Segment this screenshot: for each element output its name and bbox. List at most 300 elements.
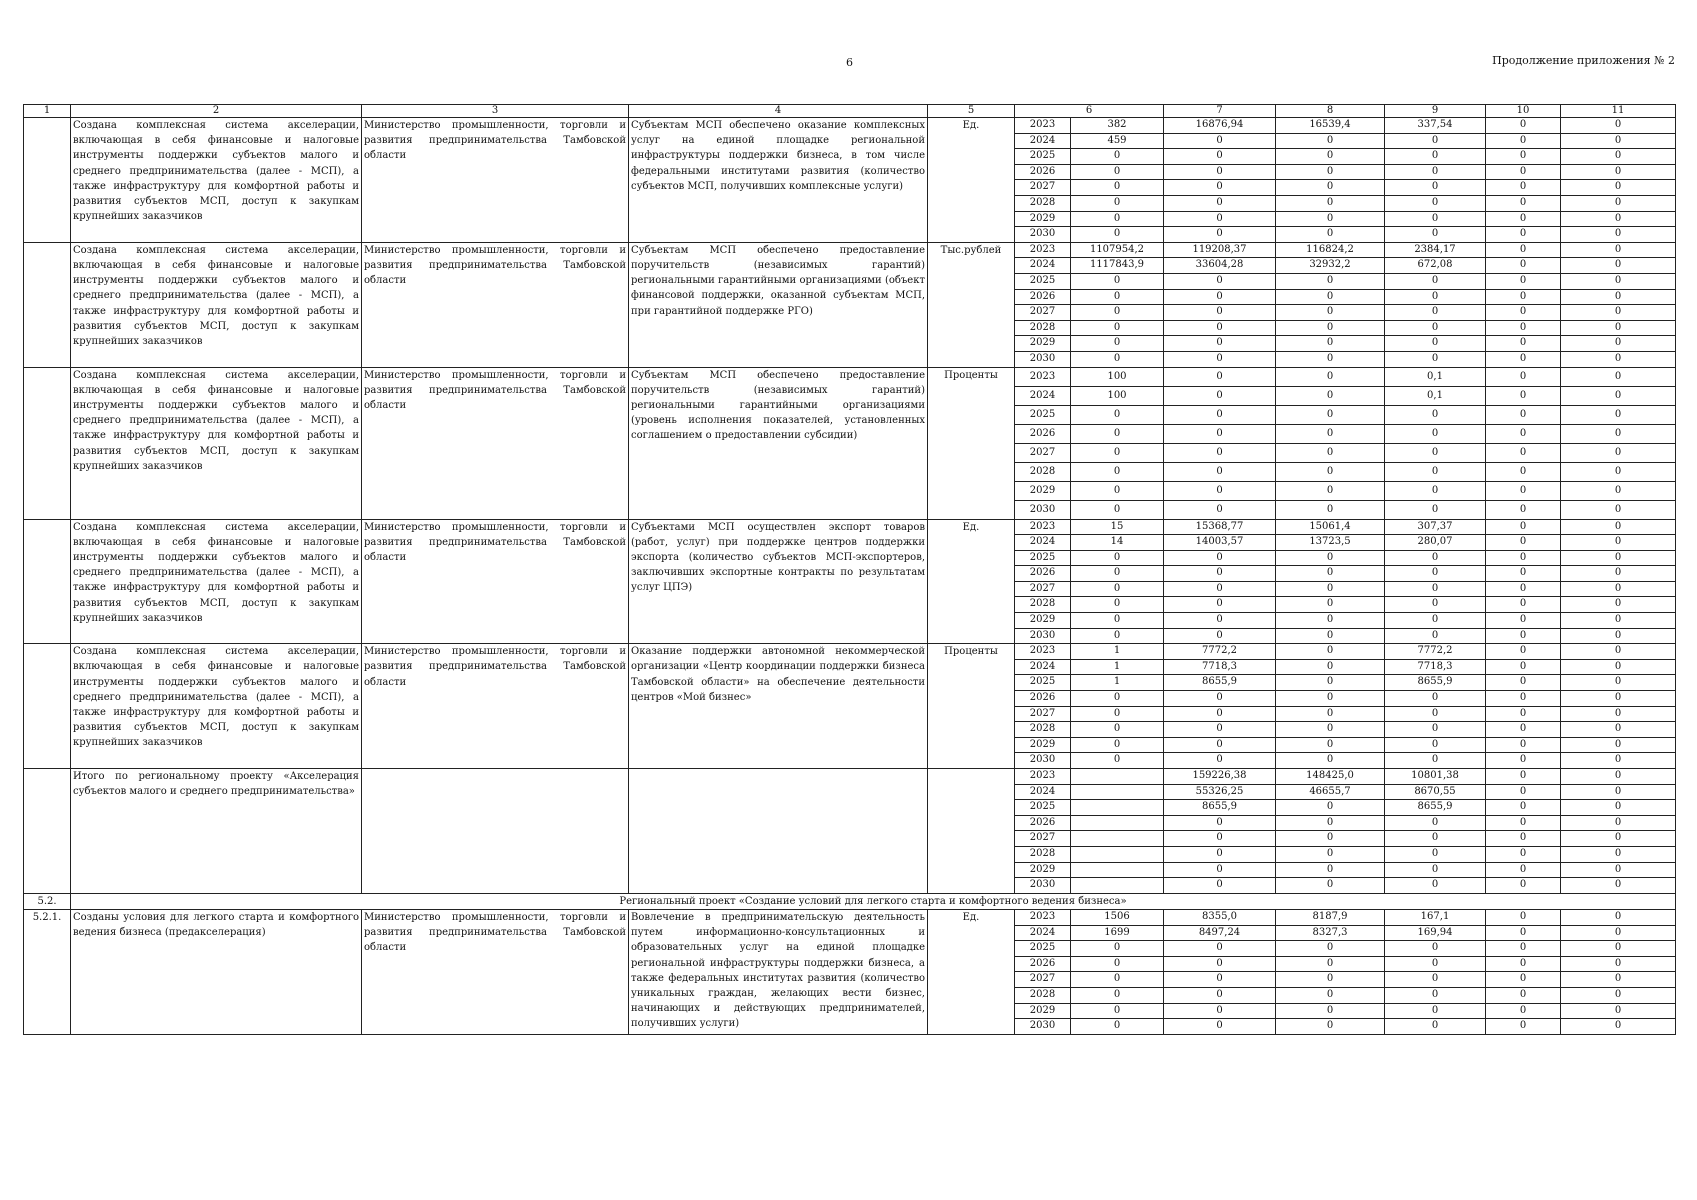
year-cell: 2028 xyxy=(1015,462,1071,481)
value-cell: 0 xyxy=(1164,133,1276,149)
value-cell: 0 xyxy=(1164,336,1276,352)
value-cell: 0 xyxy=(1164,987,1276,1003)
value-cell: 0 xyxy=(1276,878,1385,894)
value-cell: 0 xyxy=(1276,367,1385,386)
value-cell: 0 xyxy=(1164,846,1276,862)
value-cell: 1699 xyxy=(1071,925,1164,941)
value-cell: 0 xyxy=(1276,846,1385,862)
value-cell: 0 xyxy=(1276,305,1385,321)
value-cell: 0 xyxy=(1164,195,1276,211)
value-cell: 0 xyxy=(1164,443,1276,462)
row-number xyxy=(24,769,71,894)
value-cell: 0 xyxy=(1071,180,1164,196)
value-cell: 0 xyxy=(1164,831,1276,847)
value-cell: 0 xyxy=(1486,846,1561,862)
value-cell: 0 xyxy=(1071,227,1164,243)
value-cell: 1 xyxy=(1071,675,1164,691)
value-cell: 0 xyxy=(1561,769,1676,785)
value-cell: 0 xyxy=(1486,289,1561,305)
value-cell: 0 xyxy=(1164,211,1276,227)
value-cell: 0 xyxy=(1486,118,1561,134)
value-cell: 8655,9 xyxy=(1164,800,1276,816)
value-cell: 0 xyxy=(1561,597,1676,613)
year-cell: 2024 xyxy=(1015,535,1071,551)
value-cell: 0 xyxy=(1561,1019,1676,1035)
header-col-11: 11 xyxy=(1561,105,1676,118)
section-title: Региональный проект «Создание условий для легкого старта и комфортного ведения бизнеса» xyxy=(71,893,1676,909)
value-cell: 0 xyxy=(1164,273,1276,289)
value-cell: 0 xyxy=(1486,769,1561,785)
value-cell: 0 xyxy=(1385,405,1486,424)
value-cell: 0 xyxy=(1385,320,1486,336)
value-cell: 0 xyxy=(1385,500,1486,519)
value-cell: 55326,25 xyxy=(1164,784,1276,800)
result-description: Создана комплексная система акселерации, включающая в себя финансовые и налоговые инструменты поддержки субъектов малого и среднего предпринимательства (далее - МСП), а также инфраструктуру для комфортной работы и развития субъектов МСП, доступ к закупкам крупнейших заказчиков xyxy=(71,519,362,644)
value-cell: 0 xyxy=(1276,273,1385,289)
value-cell: 0 xyxy=(1486,862,1561,878)
unit-of-measure xyxy=(928,769,1015,894)
value-cell: 0 xyxy=(1486,481,1561,500)
value-cell: 280,07 xyxy=(1385,535,1486,551)
value-cell: 0 xyxy=(1071,691,1164,707)
value-cell: 7718,3 xyxy=(1164,659,1276,675)
value-cell: 0 xyxy=(1486,305,1561,321)
value-cell: 0 xyxy=(1561,675,1676,691)
value-cell: 0 xyxy=(1276,800,1385,816)
value-cell: 0 xyxy=(1164,500,1276,519)
value-cell: 0 xyxy=(1486,462,1561,481)
value-cell: 0 xyxy=(1385,550,1486,566)
indicator-description: Субъектам МСП обеспечено оказание комплексных услуг на единой площадке региональной инфраструктуры поддержки бизнеса, в том числе федеральными институтами развития (количество субъектов МСП, получивших комплексные услуги) xyxy=(629,118,928,243)
header-row xyxy=(24,105,1676,118)
result-description: Создана комплексная система акселерации, включающая в себя финансовые и налоговые инструменты поддержки субъектов малого и среднего предпринимательства (далее - МСП), а также инфраструктуру для комфортной работы и развития субъектов МСП, доступ к закупкам крупнейших заказчиков xyxy=(71,242,362,367)
continuation-note: Продолжение приложения № 2 xyxy=(1492,54,1675,67)
value-cell: 0 xyxy=(1561,659,1676,675)
value-cell: 0 xyxy=(1486,909,1561,925)
value-cell: 0 xyxy=(1561,258,1676,274)
header-col-8: 8 xyxy=(1276,105,1385,118)
value-cell: 119208,37 xyxy=(1164,242,1276,258)
value-cell: 0 xyxy=(1276,320,1385,336)
value-cell: 0 xyxy=(1276,1003,1385,1019)
value-cell: 0 xyxy=(1385,581,1486,597)
value-cell: 0 xyxy=(1385,481,1486,500)
value-cell: 7772,2 xyxy=(1164,644,1276,660)
value-cell: 0 xyxy=(1385,1003,1486,1019)
value-cell: 0 xyxy=(1486,691,1561,707)
year-cell: 2025 xyxy=(1015,675,1071,691)
value-cell: 0 xyxy=(1385,211,1486,227)
table-row xyxy=(24,769,1676,785)
value-cell xyxy=(1071,862,1164,878)
row-number xyxy=(24,242,71,367)
value-cell: 0 xyxy=(1486,675,1561,691)
year-cell: 2029 xyxy=(1015,211,1071,227)
value-cell: 0 xyxy=(1276,659,1385,675)
value-cell: 0 xyxy=(1276,351,1385,367)
appendix-table xyxy=(23,104,1676,1035)
value-cell: 2384,17 xyxy=(1385,242,1486,258)
year-cell: 2024 xyxy=(1015,659,1071,675)
value-cell: 0 xyxy=(1071,443,1164,462)
value-cell: 0 xyxy=(1561,481,1676,500)
value-cell: 0 xyxy=(1385,336,1486,352)
value-cell: 0 xyxy=(1276,628,1385,644)
result-description: Создана комплексная система акселерации, включающая в себя финансовые и налоговые инструменты поддержки субъектов малого и среднего предпринимательства (далее - МСП), а также инфраструктуру для комфортной работы и развития субъектов МСП, доступ к закупкам крупнейших заказчиков xyxy=(71,118,362,243)
value-cell: 0 xyxy=(1385,180,1486,196)
value-cell: 0 xyxy=(1276,691,1385,707)
value-cell: 0 xyxy=(1071,987,1164,1003)
value-cell: 0 xyxy=(1561,566,1676,582)
year-cell: 2023 xyxy=(1015,519,1071,535)
value-cell: 0 xyxy=(1561,443,1676,462)
year-cell: 2027 xyxy=(1015,581,1071,597)
value-cell: 0 xyxy=(1486,800,1561,816)
value-cell: 0 xyxy=(1561,500,1676,519)
value-cell: 0 xyxy=(1276,405,1385,424)
value-cell: 0 xyxy=(1071,956,1164,972)
value-cell: 0 xyxy=(1164,462,1276,481)
value-cell: 0 xyxy=(1276,1019,1385,1035)
unit-of-measure: Ед. xyxy=(928,519,1015,644)
value-cell: 0 xyxy=(1071,1019,1164,1035)
year-cell: 2028 xyxy=(1015,987,1071,1003)
year-cell: 2029 xyxy=(1015,737,1071,753)
value-cell: 0 xyxy=(1561,195,1676,211)
value-cell: 0 xyxy=(1385,972,1486,988)
value-cell: 0 xyxy=(1561,644,1676,660)
value-cell: 0 xyxy=(1164,550,1276,566)
year-cell: 2026 xyxy=(1015,164,1071,180)
value-cell: 0 xyxy=(1561,118,1676,134)
value-cell: 0 xyxy=(1385,941,1486,957)
value-cell: 0 xyxy=(1276,613,1385,629)
value-cell: 1117843,9 xyxy=(1071,258,1164,274)
value-cell: 0 xyxy=(1385,273,1486,289)
year-cell: 2027 xyxy=(1015,706,1071,722)
value-cell: 0 xyxy=(1164,1003,1276,1019)
header-col-1: 1 xyxy=(24,105,71,118)
value-cell: 0 xyxy=(1385,164,1486,180)
year-cell: 2026 xyxy=(1015,691,1071,707)
value-cell: 0 xyxy=(1164,424,1276,443)
value-cell: 0 xyxy=(1486,336,1561,352)
year-cell: 2024 xyxy=(1015,133,1071,149)
value-cell: 0 xyxy=(1486,722,1561,738)
value-cell: 1506 xyxy=(1071,909,1164,925)
value-cell: 0 xyxy=(1486,550,1561,566)
value-cell: 0 xyxy=(1561,909,1676,925)
value-cell: 0 xyxy=(1561,941,1676,957)
value-cell: 0 xyxy=(1561,462,1676,481)
value-cell: 0 xyxy=(1071,336,1164,352)
value-cell: 0 xyxy=(1385,351,1486,367)
value-cell: 0 xyxy=(1164,367,1276,386)
header-col-2: 2 xyxy=(71,105,362,118)
value-cell: 0 xyxy=(1561,878,1676,894)
value-cell: 0 xyxy=(1561,925,1676,941)
value-cell: 0 xyxy=(1486,784,1561,800)
value-cell: 0 xyxy=(1164,722,1276,738)
value-cell: 0 xyxy=(1071,351,1164,367)
value-cell: 0 xyxy=(1486,1019,1561,1035)
year-cell: 2024 xyxy=(1015,784,1071,800)
year-cell: 2029 xyxy=(1015,336,1071,352)
value-cell: 0 xyxy=(1071,195,1164,211)
value-cell: 0 xyxy=(1276,737,1385,753)
value-cell: 0 xyxy=(1561,164,1676,180)
year-cell: 2028 xyxy=(1015,597,1071,613)
value-cell: 0 xyxy=(1071,462,1164,481)
value-cell: 0 xyxy=(1276,753,1385,769)
year-cell: 2028 xyxy=(1015,846,1071,862)
value-cell: 0 xyxy=(1561,753,1676,769)
value-cell: 32932,2 xyxy=(1276,258,1385,274)
value-cell: 0 xyxy=(1561,367,1676,386)
value-cell: 0 xyxy=(1071,737,1164,753)
value-cell: 0 xyxy=(1071,722,1164,738)
value-cell: 0 xyxy=(1164,386,1276,405)
value-cell xyxy=(1071,784,1164,800)
value-cell: 0 xyxy=(1164,815,1276,831)
header-col-5: 5 xyxy=(928,105,1015,118)
value-cell: 459 xyxy=(1071,133,1164,149)
year-cell: 2029 xyxy=(1015,481,1071,500)
value-cell: 0 xyxy=(1385,289,1486,305)
value-cell: 0 xyxy=(1561,581,1676,597)
header-col-3: 3 xyxy=(362,105,629,118)
unit-of-measure: Ед. xyxy=(928,909,1015,1034)
value-cell: 0 xyxy=(1385,227,1486,243)
section-number: 5.2. xyxy=(24,893,71,909)
value-cell: 46655,7 xyxy=(1276,784,1385,800)
responsible-executor: Министерство промышленности, торговли и развития предпринимательства Тамбовской области xyxy=(362,644,629,769)
value-cell: 0 xyxy=(1385,987,1486,1003)
value-cell: 0 xyxy=(1486,195,1561,211)
value-cell: 0 xyxy=(1561,956,1676,972)
year-cell: 2024 xyxy=(1015,258,1071,274)
value-cell: 0 xyxy=(1164,289,1276,305)
value-cell: 0 xyxy=(1276,227,1385,243)
value-cell: 0 xyxy=(1561,289,1676,305)
result-description: Итого по региональному проекту «Акселерация субъектов малого и среднего предпринимательства» xyxy=(71,769,362,894)
unit-of-measure: Проценты xyxy=(928,367,1015,519)
year-cell: 2026 xyxy=(1015,289,1071,305)
value-cell: 0 xyxy=(1276,481,1385,500)
year-cell: 2023 xyxy=(1015,909,1071,925)
indicator-description: Вовлечение в предпринимательскую деятельность путем информационно-консультационных и образовательных услуг на единой площадке региональной инфраструктуры поддержки бизнеса, а также федеральных институтах развития (количество уникальных граждан, желающих вести бизнес, начинающих и действующих предпринимателей, получивших услуги) xyxy=(629,909,928,1034)
value-cell xyxy=(1071,846,1164,862)
value-cell: 0 xyxy=(1561,242,1676,258)
value-cell: 0 xyxy=(1486,815,1561,831)
value-cell: 15 xyxy=(1071,519,1164,535)
value-cell: 0 xyxy=(1164,628,1276,644)
value-cell: 0 xyxy=(1486,987,1561,1003)
value-cell: 0 xyxy=(1164,581,1276,597)
year-cell: 2029 xyxy=(1015,1003,1071,1019)
value-cell: 0 xyxy=(1486,443,1561,462)
value-cell: 0 xyxy=(1164,149,1276,165)
value-cell xyxy=(1071,878,1164,894)
value-cell: 0 xyxy=(1385,753,1486,769)
value-cell: 0 xyxy=(1276,722,1385,738)
value-cell: 0 xyxy=(1071,211,1164,227)
value-cell: 0 xyxy=(1385,831,1486,847)
value-cell: 0 xyxy=(1276,815,1385,831)
value-cell: 0 xyxy=(1276,336,1385,352)
value-cell: 0 xyxy=(1385,566,1486,582)
value-cell: 0 xyxy=(1385,597,1486,613)
value-cell: 0 xyxy=(1486,351,1561,367)
year-cell: 2030 xyxy=(1015,628,1071,644)
value-cell: 0 xyxy=(1486,566,1561,582)
value-cell: 0 xyxy=(1385,737,1486,753)
value-cell: 0 xyxy=(1071,320,1164,336)
value-cell: 0 xyxy=(1164,481,1276,500)
value-cell: 0 xyxy=(1071,289,1164,305)
value-cell: 167,1 xyxy=(1385,909,1486,925)
row-number xyxy=(24,118,71,243)
year-cell: 2030 xyxy=(1015,753,1071,769)
value-cell: 0 xyxy=(1561,519,1676,535)
year-cell: 2026 xyxy=(1015,424,1071,443)
value-cell: 0 xyxy=(1276,443,1385,462)
value-cell: 0 xyxy=(1385,305,1486,321)
year-cell: 2025 xyxy=(1015,405,1071,424)
value-cell: 13723,5 xyxy=(1276,535,1385,551)
year-cell: 2026 xyxy=(1015,566,1071,582)
value-cell: 0 xyxy=(1164,351,1276,367)
value-cell: 0 xyxy=(1276,956,1385,972)
value-cell: 7718,3 xyxy=(1385,659,1486,675)
indicator-description: Субъектам МСП обеспечено предоставление поручительств (независимых гарантий) региональными гарантийными организациями (объект финансовой поддержки, оказанной субъектам МСП, при гарантийной поддержке РГО) xyxy=(629,242,928,367)
value-cell: 672,08 xyxy=(1385,258,1486,274)
value-cell: 0 xyxy=(1071,164,1164,180)
header-col-6: 6 xyxy=(1015,105,1164,118)
value-cell: 33604,28 xyxy=(1164,258,1276,274)
year-cell: 2027 xyxy=(1015,831,1071,847)
year-cell: 2023 xyxy=(1015,367,1071,386)
year-cell: 2027 xyxy=(1015,305,1071,321)
value-cell: 0 xyxy=(1486,405,1561,424)
value-cell: 0 xyxy=(1164,753,1276,769)
value-cell: 0 xyxy=(1561,133,1676,149)
value-cell: 0 xyxy=(1385,613,1486,629)
value-cell: 0 xyxy=(1486,644,1561,660)
value-cell: 0 xyxy=(1164,320,1276,336)
value-cell: 0 xyxy=(1385,443,1486,462)
value-cell: 0 xyxy=(1385,956,1486,972)
value-cell: 0 xyxy=(1164,862,1276,878)
value-cell: 0 xyxy=(1486,941,1561,957)
value-cell: 0 xyxy=(1276,462,1385,481)
value-cell: 0 xyxy=(1561,706,1676,722)
table-row xyxy=(24,644,1676,660)
value-cell: 0 xyxy=(1276,675,1385,691)
value-cell: 0 xyxy=(1561,211,1676,227)
value-cell: 0 xyxy=(1164,1019,1276,1035)
value-cell: 8327,3 xyxy=(1276,925,1385,941)
value-cell: 0 xyxy=(1561,613,1676,629)
value-cell: 15061,4 xyxy=(1276,519,1385,535)
year-cell: 2023 xyxy=(1015,644,1071,660)
value-cell: 0 xyxy=(1385,1019,1486,1035)
value-cell: 100 xyxy=(1071,386,1164,405)
value-cell: 0 xyxy=(1385,846,1486,862)
value-cell: 0 xyxy=(1276,581,1385,597)
value-cell: 0 xyxy=(1276,597,1385,613)
responsible-executor: Министерство промышленности, торговли и развития предпринимательства Тамбовской области xyxy=(362,118,629,243)
year-cell: 2025 xyxy=(1015,941,1071,957)
value-cell: 0 xyxy=(1486,273,1561,289)
value-cell: 0 xyxy=(1385,691,1486,707)
value-cell: 0 xyxy=(1486,535,1561,551)
value-cell: 0 xyxy=(1071,305,1164,321)
value-cell: 10801,38 xyxy=(1385,769,1486,785)
responsible-executor: Министерство промышленности, торговли и развития предпринимательства Тамбовской области xyxy=(362,242,629,367)
value-cell: 0 xyxy=(1276,644,1385,660)
value-cell: 382 xyxy=(1071,118,1164,134)
value-cell: 0 xyxy=(1486,706,1561,722)
value-cell: 0 xyxy=(1486,925,1561,941)
value-cell: 8655,9 xyxy=(1385,800,1486,816)
value-cell: 0,1 xyxy=(1385,367,1486,386)
year-cell: 2025 xyxy=(1015,273,1071,289)
value-cell: 0 xyxy=(1385,149,1486,165)
year-cell: 2024 xyxy=(1015,386,1071,405)
value-cell: 0 xyxy=(1486,258,1561,274)
result-description: Созданы условия для легкого старта и комфортного ведения бизнеса (предакселерация) xyxy=(71,909,362,1034)
value-cell xyxy=(1071,769,1164,785)
value-cell: 0 xyxy=(1276,180,1385,196)
value-cell: 0 xyxy=(1276,149,1385,165)
value-cell: 0 xyxy=(1385,815,1486,831)
value-cell: 0 xyxy=(1164,405,1276,424)
value-cell: 0 xyxy=(1561,550,1676,566)
value-cell: 0 xyxy=(1276,941,1385,957)
value-cell: 0 xyxy=(1486,597,1561,613)
value-cell: 0 xyxy=(1164,972,1276,988)
value-cell: 0 xyxy=(1164,227,1276,243)
value-cell: 0 xyxy=(1164,706,1276,722)
responsible-executor: Министерство промышленности, торговли и развития предпринимательства Тамбовской области xyxy=(362,367,629,519)
value-cell: 169,94 xyxy=(1385,925,1486,941)
value-cell: 0 xyxy=(1561,784,1676,800)
value-cell: 0 xyxy=(1385,462,1486,481)
row-number xyxy=(24,367,71,519)
value-cell: 0 xyxy=(1486,386,1561,405)
year-cell: 2027 xyxy=(1015,180,1071,196)
value-cell: 100 xyxy=(1071,367,1164,386)
value-cell: 0 xyxy=(1486,149,1561,165)
value-cell: 0 xyxy=(1385,424,1486,443)
year-cell: 2028 xyxy=(1015,320,1071,336)
value-cell: 0 xyxy=(1561,862,1676,878)
header-col-7: 7 xyxy=(1164,105,1276,118)
value-cell: 0 xyxy=(1071,481,1164,500)
value-cell: 0 xyxy=(1071,597,1164,613)
value-cell: 0 xyxy=(1486,753,1561,769)
value-cell: 0 xyxy=(1276,289,1385,305)
value-cell: 0 xyxy=(1276,424,1385,443)
value-cell: 0 xyxy=(1385,628,1486,644)
value-cell: 0 xyxy=(1071,753,1164,769)
value-cell: 0 xyxy=(1276,972,1385,988)
value-cell: 0 xyxy=(1164,305,1276,321)
value-cell xyxy=(1071,800,1164,816)
value-cell: 0 xyxy=(1164,941,1276,957)
value-cell: 0 xyxy=(1164,613,1276,629)
